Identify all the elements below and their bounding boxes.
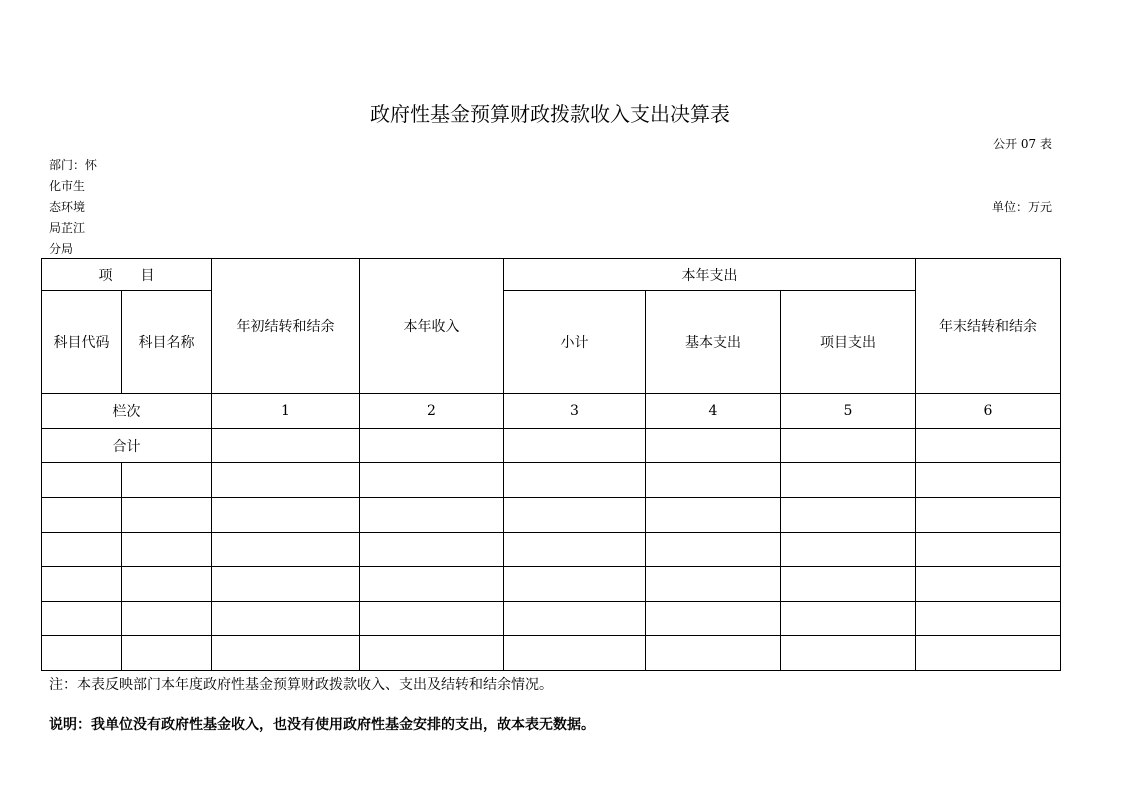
table-cell <box>212 533 360 567</box>
table-cell <box>646 498 781 533</box>
header-subtotal: 小计 <box>504 291 646 394</box>
table-cell <box>646 533 781 567</box>
page-title: 政府性基金预算财政拨款收入支出决算表 <box>370 102 730 126</box>
table-cell <box>360 429 504 463</box>
table-cell <box>504 533 646 567</box>
table-cell <box>646 463 781 498</box>
table-cell <box>212 636 360 671</box>
table-cell <box>781 498 916 533</box>
table-cell <box>781 429 916 463</box>
table-cell <box>212 567 360 602</box>
table-cell <box>646 602 781 636</box>
seq-cell: 6 <box>916 394 1061 429</box>
table-cell <box>360 463 504 498</box>
table-cell <box>122 602 212 636</box>
table-row <box>42 498 1061 533</box>
table-cell <box>42 463 122 498</box>
remark-note: 说明：我单位没有政府性基金收入，也没有使用政府性基金安排的支出，故本表无数据。 <box>49 717 595 733</box>
table-cell <box>781 602 916 636</box>
table-cell <box>360 498 504 533</box>
table-cell <box>212 463 360 498</box>
table-row <box>42 567 1061 602</box>
seq-cell: 3 <box>504 394 646 429</box>
table-cell <box>781 636 916 671</box>
table-cell <box>916 636 1061 671</box>
table-cell <box>504 498 646 533</box>
form-number: 公开 07 表 <box>993 137 1052 151</box>
table-cell <box>42 602 122 636</box>
table-cell <box>42 636 122 671</box>
seq-cell: 2 <box>360 394 504 429</box>
table-note: 注：本表反映部门本年度政府性基金预算财政拨款收入、支出及结转和结余情况。 <box>49 677 553 693</box>
header-income: 本年收入 <box>360 259 504 394</box>
table-cell <box>646 429 781 463</box>
table-cell <box>916 533 1061 567</box>
table-cell <box>916 567 1061 602</box>
header-current-expense: 本年支出 <box>504 259 916 291</box>
budget-table <box>41 258 1061 671</box>
table-cell <box>360 533 504 567</box>
table-row <box>42 636 1061 671</box>
table-cell <box>504 429 646 463</box>
table-cell <box>42 567 122 602</box>
header-project: 项目支出 <box>781 291 916 394</box>
table-row <box>42 602 1061 636</box>
table-cell <box>360 567 504 602</box>
header-begin-balance: 年初结转和结余 <box>212 259 360 394</box>
seq-label: 栏次 <box>42 394 212 429</box>
table-cell <box>504 463 646 498</box>
table-cell <box>212 602 360 636</box>
table-cell <box>781 463 916 498</box>
table-cell <box>504 636 646 671</box>
seq-row <box>42 394 1061 429</box>
seq-cell: 4 <box>646 394 781 429</box>
table-row <box>42 463 1061 498</box>
table-cell <box>504 567 646 602</box>
table-cell <box>916 602 1061 636</box>
table-cell <box>122 636 212 671</box>
table-cell <box>42 533 122 567</box>
table-cell <box>122 533 212 567</box>
total-row <box>42 429 1061 463</box>
table-cell <box>916 463 1061 498</box>
seq-cell: 1 <box>212 394 360 429</box>
table-cell <box>212 498 360 533</box>
table-cell <box>212 429 360 463</box>
seq-cell: 5 <box>781 394 916 429</box>
table-cell <box>122 498 212 533</box>
header-basic: 基本支出 <box>646 291 781 394</box>
table-cell <box>781 567 916 602</box>
table-cell <box>916 498 1061 533</box>
table-cell <box>122 463 212 498</box>
department-label: 部门：怀 化市生 态环境 局芷江 分局 <box>49 158 98 256</box>
table-cell <box>646 636 781 671</box>
unit-label: 单位：万元 <box>991 200 1052 214</box>
table-cell <box>916 429 1061 463</box>
table-cell <box>360 602 504 636</box>
table-row <box>42 533 1061 567</box>
table-cell <box>122 567 212 602</box>
total-label: 合计 <box>42 429 212 463</box>
table-cell <box>42 498 122 533</box>
table-cell <box>360 636 504 671</box>
table-cell <box>781 533 916 567</box>
table-cell <box>504 602 646 636</box>
header-item: 项 目 <box>42 259 212 291</box>
header-end-balance: 年末结转和结余 <box>916 259 1061 394</box>
table-cell <box>646 567 781 602</box>
header-code: 科目代码 <box>42 291 122 394</box>
header-name: 科目名称 <box>122 291 212 394</box>
